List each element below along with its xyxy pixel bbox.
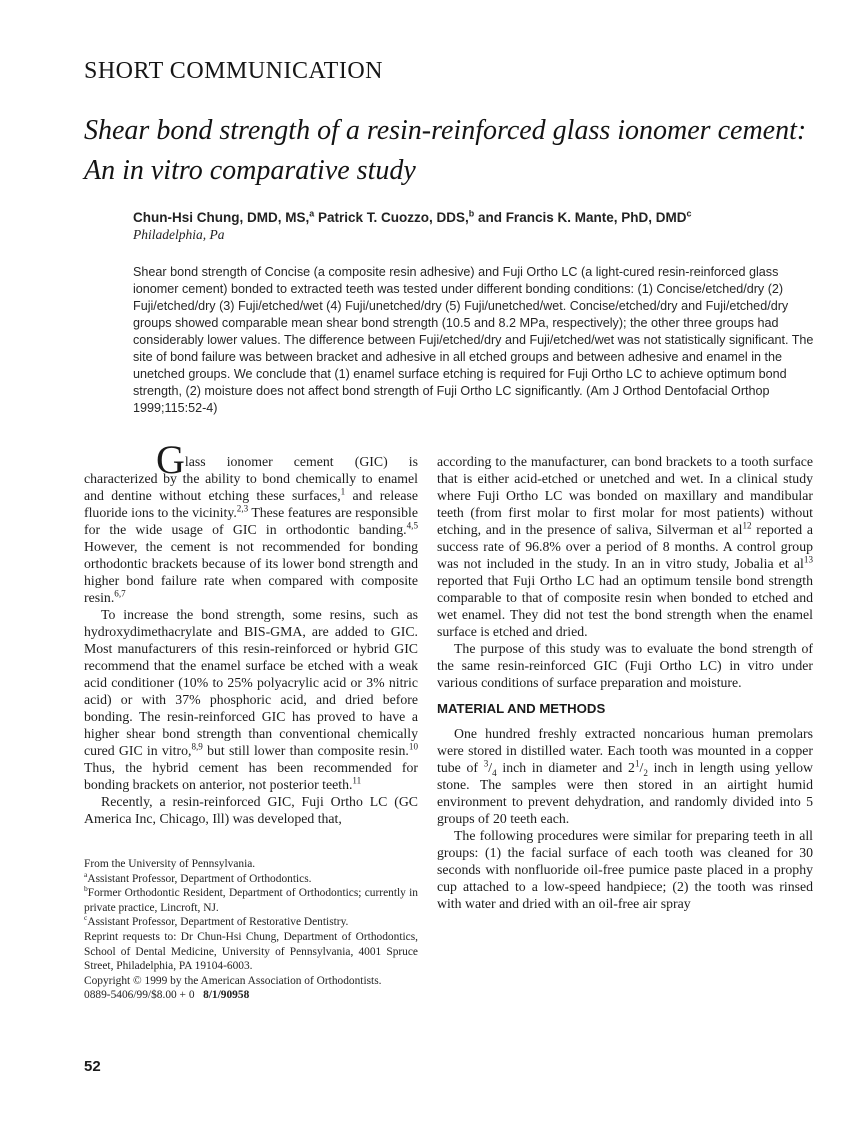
paragraph-intro — [84, 437, 418, 606]
author-byline: Chun-Hsi Chung, DMD, MS,$^a$ Patrick T. Cuozzo, DDS,$^b$ and Francis K. Mante, PhD, DMD$^c$ — [133, 208, 692, 225]
footnote-author-a: $^a$Assistant Professor, Department of Orthodontics. — [84, 869, 312, 885]
footnote-reprint-requests: Reprint requests to: Dr Chun-Hsi Chung, Department of Orthodontics, School of Dental Medicine, University of Pennsylvania, 4001 Spruce Street, Philadelphia, PA 19104-6003. — [84, 930, 418, 973]
footnote-copyright: Copyright © 1999 by the American Association of Orthodontists. — [84, 974, 382, 987]
section-kicker: SHORT COMMUNICATION — [84, 58, 383, 84]
paragraph: The following procedures were similar for preparing teeth in all groups: (1) the facial surface of each tooth was cleaned for 30 seconds with nonfluoride oil-free pumice paste placed in a prophy cup attached to a low-speed handpiece; (2) the tooth was rinsed with water and dried with an oil-free air spray — [437, 828, 813, 911]
footnote-affiliation: From the University of Pennsylvania. — [84, 858, 256, 870]
page-number: 52 — [84, 1058, 101, 1075]
paragraph: according to the manufacturer, can bond brackets to a tooth surface that is either acid-etched or unetched and wet. In a clinical study where Fuji Ortho LC was bonded on maxillary and mandibular teeth (from first molar to first molar for most patients) without etching, and in the presence of saliva, Silverman et $al^{12}$ reported a success rate of 96.8% over a period of 8 months. A control group was not included in the study. In an in vitro study, Jobalia et $al^{13}$ reported that Fuji Ortho LC had an optimum tensile bond strength comparable to that of composite resin when bonded to etched and wet enamel. They did not test the bond strength when the enamel surface is etched and dried. — [437, 454, 813, 639]
footnote-block — [84, 857, 418, 1003]
paragraph-intro-text: lass ionomer cement (GIC) is characterized by the ability to bond chemically to enamel and dentine without etching these surfaces,$^1$ and release fluoride ions to the vicinity.$^{2,3}$ These features are responsible for the wide usage of GIC in orthodontic banding.$^{4,5}$ However, the cement is not recommended for bonding orthodontic brackets because of its lower bond strength and higher bond failure rate when compared with composite resin.$^{6,7}$ — [84, 454, 418, 605]
paragraph: To increase the bond strength, some resins, such as hydroxydimethacrylate and BIS-GMA, are added to GIC. Most manufacturers of this resin-reinforced or hybrid GIC recommend that the enamel surface be etched with a weak acid conditioner (10% to 25% polyacrylic acid or 3% nitric acid) or with 37% phosphoric acid, and dried before bonding. The resin-reinforced GIC has proved to have a higher shear bond strength than conventional chemically cured GIC in vitro,$^{8,9}$ but still lower than composite resin.$^{10}$ Thus, the hybrid cement has been recommended for bonding brackets on anterior, not posterior teeth.$^{11}$ — [84, 607, 418, 792]
article-title — [84, 111, 824, 191]
paragraph: One hundred freshly extracted noncarious human premolars were stored in distilled water. Each tooth was mounted in a copper tube of $^3/_4$ inch in diameter and $2^1/_2$ inch in length using yellow stone. The samples were then stored in an airtight humid environment to prevent dehydration, and randomly divided into 5 groups of 20 teeth each. — [437, 726, 813, 826]
footnote-author-b: $^b$Former Orthodontic Resident, Department of Orthodontics; currently in private practice, Lincroft, NJ. — [84, 884, 418, 914]
article-title-line2: An in vitro comparative study — [84, 155, 416, 186]
footnote-author-c: $^c$Assistant Professor, Department of Restorative Dentistry. — [84, 913, 349, 929]
body-columns — [84, 437, 824, 1003]
paragraph: The purpose of this study was to evaluate the bond strength of the same resin-reinforced GIC (Fuji Ortho LC) in vitro under various conditions of surface preparation and moisture. — [437, 641, 813, 690]
dropcap-letter: G — [156, 437, 185, 482]
abstract-text: Shear bond strength of Concise (a composite resin adhesive) and Fuji Ortho LC (a light-cured resin-reinforced glass ionomer cement) bonded to extracted teeth was tested under different bonding conditions: (1) Concise/etched/dry (2) Fuji/etched/dry (3) Fuji/etched/wet (4) Fuji/unetched/dry (5) Fuji/unetched/wet. Concise/etched/dry and Fuji/etched/dry groups showed comparable mean shear bond strength (10.5 and 8.2 MPa, respectively); the other three groups had considerably lower values. The difference between Fuji/etched/dry and Fuji/etched/wet was not statistically significant. The site of bond failure was between bracket and adhesive in all etched groups and between adhesive and enamel in the unetched groups. We conclude that (1) enamel surface etching is required for Fuji Ortho LC to achieve optimum bond strength, (2) moisture does not affect bond strength of Fuji Ortho LC significantly. (Am J Orthod Dentofacial Orthop 1999;115:52-4) — [133, 265, 814, 415]
right-column — [437, 453, 813, 1003]
left-column — [84, 437, 418, 1003]
section-heading-material-methods: MATERIAL AND METHODS — [437, 701, 606, 716]
article-title-line1: Shear bond strength of a resin-reinforced glass ionomer cement: — [84, 115, 807, 146]
author-location: Philadelphia, Pa — [133, 227, 225, 242]
footnote-issn-code: 0889-5406/99/$8.00 + 0 8/1/90958 — [84, 989, 250, 1002]
paragraph: Recently, a resin-reinforced GIC, Fuji Ortho LC (GC America Inc, Chicago, Ill) was developed that, — [84, 794, 418, 826]
